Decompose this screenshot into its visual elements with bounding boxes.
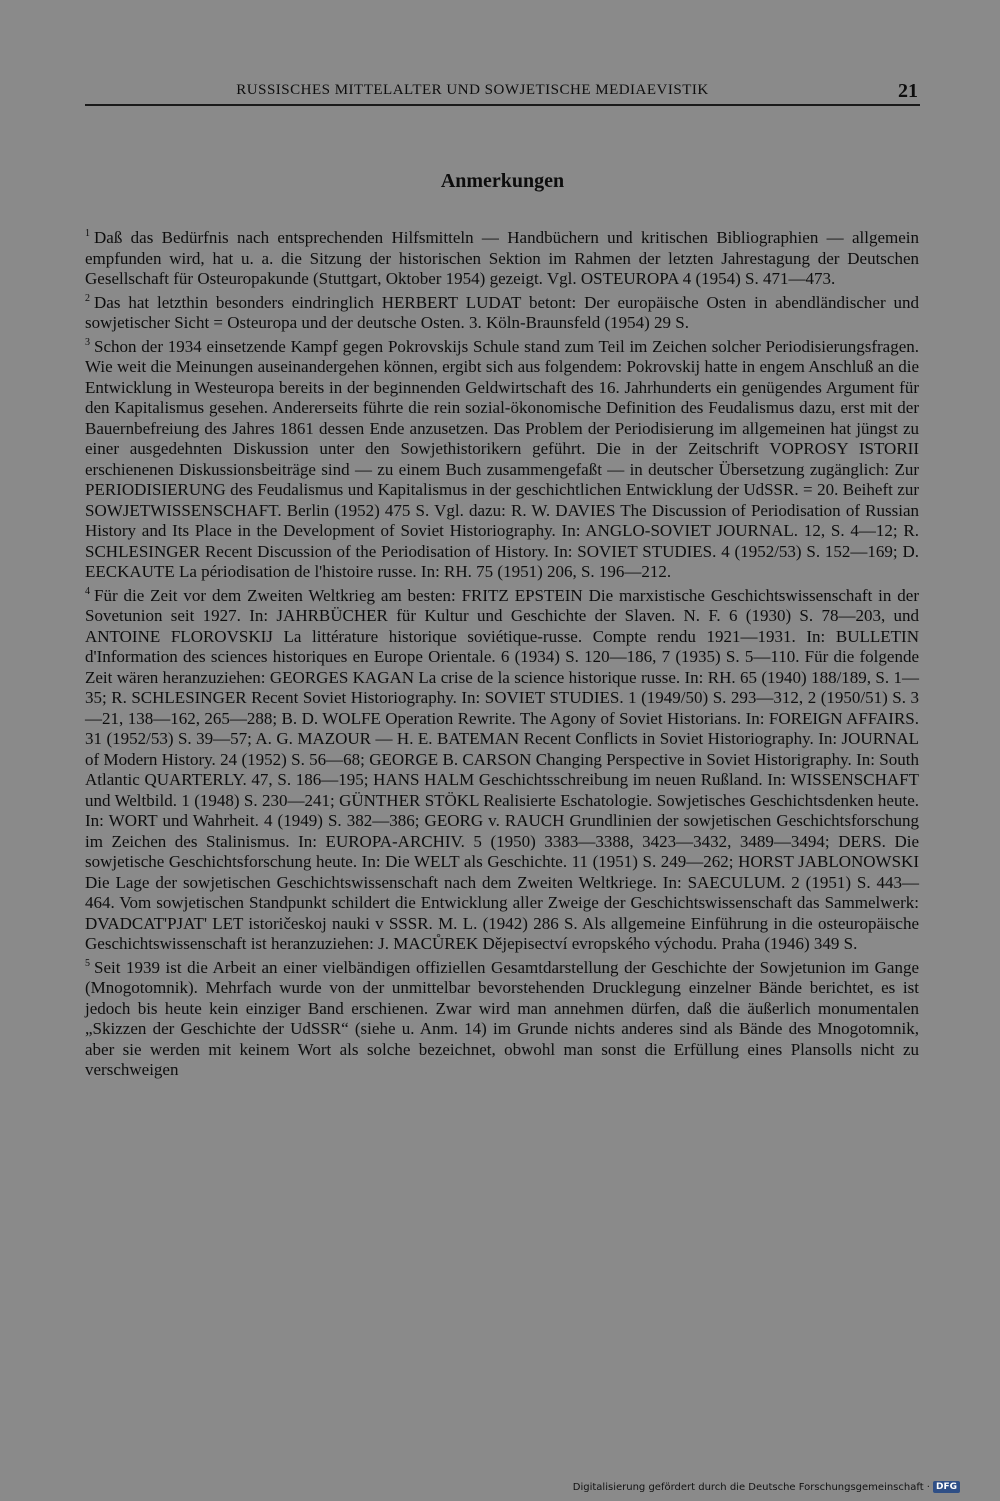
section-title: Anmerkungen: [440, 170, 565, 192]
footnote-text: Schon der 1934 einsetzende Kampf gegen Pokrovskijs Schule stand zum Teil im Zeichen solcher Periodisierungsfragen. Wie weit die Meinungen auseinandergehen können, ergibt sich aus folgendem: Pokrovskij hatte in engem Anschluß an die Entwicklung in Westeuropa bereits in der beginnenden Geldwirtschaft des 16. Jahrhunderts ein genügendes Argument für den Kapitalismus gesehen. Andererseits führte die rein sozial-ökonomische Definition des Feudalismus dazu, erst mit der Bauernbefreiung des Jahres 1861 dessen Ende anzusetzen. Das Problem der Periodisierung im allgemeinen hat jüngst zu einer ausgedehnten Diskussion unter den Sowjethistorikern geführt. Die in der Zeitschrift VOPROSY ISTORII erschienenen Diskussionsbeiträge sind — zu einem Buch zusammengefaßt — in deutscher Übersetzung zugänglich: Zur PERIODISIERUNG des Feudalismus und Kapitalismus in der geschichtlichen Entwicklung der UdSSR. = 20. Beiheft zur SOWJETWISSENSCHAFT. Berlin (1952) 475 S. Vgl. dazu: R. W. DAVIES The Discussion of Periodisation of Russian History and Its Place in the Development of Soviet Historiography. In: ANGLO-SOVIET JOURNAL. 12, S. 4—12; R. SCHLESINGER Recent Discussion of the Periodisation of History. In: SOVIET STUDIES. 4 (1952/53) S. 152—169; D. EECKAUTE La périodisation de l'histoire russe. In: RH. 75 (1951) 206, S. 196—212.: [85, 336, 919, 581]
footnote-number: 1: [85, 228, 90, 240]
footnote-1: [85, 228, 919, 290]
running-title: RUSSISCHES MITTELALTER UND SOWJETISCHE MEDIAEVISTIK: [236, 82, 709, 98]
footnote-number: 5: [85, 957, 90, 969]
page-number: 21: [898, 80, 918, 102]
running-header: [85, 80, 920, 106]
footnote-text: Das hat letzthin besonders eindringlich HERBERT LUDAT betont: Der europäische Osten in abendländischer und sowjetischer Sicht = Osteuropa und der deutsche Osten. 3. Köln-Braunsfeld (1954) 29 S.: [85, 292, 919, 332]
footnote-number: 4: [85, 585, 90, 597]
footnote-number: 3: [85, 336, 90, 348]
footnote-2: [85, 293, 919, 334]
footnote-text: Seit 1939 ist die Arbeit an einer vielbändigen offiziellen Gesamtdarstellung der Geschichte der Sowjetunion im Gange (Mnogotomnik). Mehrfach wurde von der unmittelbar bevorstehenden Drucklegung einzelner Bände berichtet, es ist jedoch bis heute kein einziger Band erschienen. Zwar wird man annehmen dürfen, daß die äußerlich monumentalen „Skizzen der Geschichte der UdSSR“ (siehe u. Anm. 14) im Grunde nichts anderes sind als Bände des Mnogotomnik, aber sie werden mit keinem Wort als solche bezeichnet, obwohl man sonst die Erfüllung eines Plansolls nicht zu verschweigen: [85, 957, 919, 1079]
footnote-text: Für die Zeit vor dem Zweiten Weltkrieg am besten: FRITZ EPSTEIN Die marxistische Geschichtswissenschaft in der Sovetunion seit 1927. In: JAHRBÜCHER für Kultur und Geschichte der Slaven. N. F. 6 (1930) S. 78—203, und ANTOINE FLOROVSKIJ La littérature historique soviétique-russe. Compte rendu 1921—1931. In: BULLETIN d'Information des sciences historiques en Europe Orientale. 6 (1934) S. 120—186, 7 (1935) S. 5—110. Für die folgende Zeit wären heranzuziehen: GEORGES KAGAN La crise de la science historique russe. In: RH. 65 (1940) 188/189, S. 1—35; R. SCHLESINGER Recent Soviet Historiography. In: SOVIET STUDIES. 1 (1949/50) S. 293—312, 2 (1950/51) S. 3—21, 138—162, 265—288; B. D. WOLFE Operation Rewrite. The Agony of Soviet Historians. In: FOREIGN AFFAIRS. 31 (1952/53) S. 39—57; A. G. MAZOUR — H. E. BATEMAN Recent Conflicts in Soviet Historiography. In: JOURNAL of Modern History. 24 (1952) S. 56—68; GEORGE B. CARSON Changing Perspective in Soviet Historigraphy. In: South Atlantic QUARTERLY. 47, S. 186—195; HANS HALM Geschichtsschreibung im neuen Rußland. In: WISSENSCHAFT und Weltbild. 1 (1948) S. 230—241; GÜNTHER STÖKL Realisierte Eschatologie. Sowjetisches Geschichtsdenken heute. In: WORT und Wahrheit. 4 (1949) S. 382—386; GEORG v. RAUCH Grundlinien der sowjetischen Geschichtsforschung im Zeichen des Stalinismus. In: EUROPA-ARCHIV. 5 (1950) 3383—3388, 3423—3432, 3489—3494; DERS. Die sowjetische Geschichtsforschung heute. In: Die WELT als Geschichte. 11 (1951) S. 249—262; HORST JABLONOWSKI Die Lage der sowjetischen Geschichtswissenschaft nach dem Zweiten Weltkriege. In: SAECULUM. 2 (1951) S. 443—464. Vom sowjetischen Standpunkt schildert die Entwicklung aller Zweige der Geschichtswissenschaft das Sammelwerk: DVADCAT'PJAT' LET istoričeskoj nauki v SSSR. M. L. (1942) 286 S. Als allgemeine Einführung in die osteuropäische Geschichtswissenschaft ist heranzuziehen: J. MACŮREK Dějepisectví evropského východu. Praha (1946) 349 S.: [85, 585, 919, 953]
footnote-4: [85, 586, 919, 955]
footnote-5: [85, 958, 919, 1081]
credit-text: Digitalisierung gefördert durch die Deutsche Forschungsgemeinschaft ·: [572, 1481, 930, 1493]
notes-list: [85, 228, 919, 1084]
footnote-3: [85, 337, 919, 583]
digitization-credit: [573, 1481, 960, 1493]
footnote-text: Daß das Bedürfnis nach entsprechenden Hilfsmitteln — Handbüchern und kritischen Bibliographien — allgemein empfunden wird, hat u. a. die Sitzung der historischen Sektion im Rahmen der letzten Jahrestagung der Deutschen Gesellschaft für Osteuropakunde (Stuttgart, Oktober 1954) gezeigt. Vgl. OSTEUROPA 4 (1954) S. 471—473.: [85, 228, 919, 288]
footnote-number: 2: [85, 292, 90, 304]
dfg-logo: DFG: [933, 1481, 960, 1493]
